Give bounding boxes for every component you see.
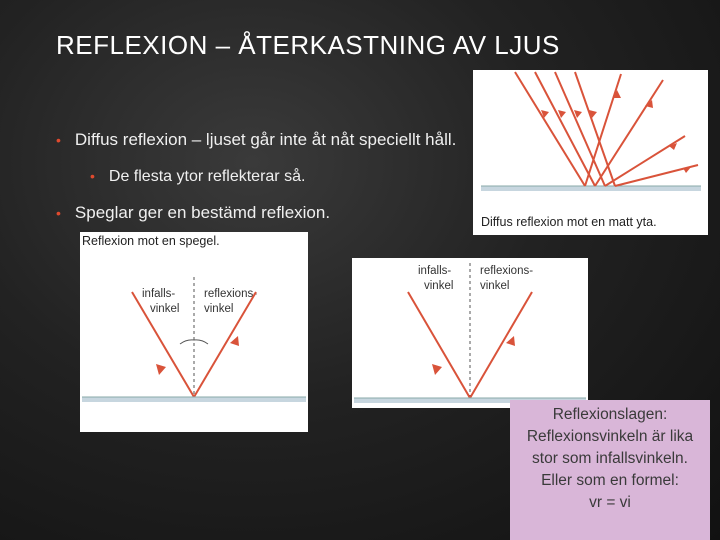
incidence-label-1: infalls- [142, 288, 176, 300]
diffuse-reflection-figure [473, 70, 708, 235]
diffuse-diagram [473, 70, 708, 235]
bullet-mirrors [56, 203, 330, 223]
mirror-reflection-figure-right [352, 258, 588, 408]
bullet-dot-icon: • [90, 168, 95, 184]
law-line-2: Reflexionsvinkeln är lika [526, 428, 694, 445]
bullet-surfaces-text: De flesta ytor reflekterar så. [108, 168, 306, 185]
incidence-label-2: vinkel [424, 280, 454, 292]
bullet-diffuse [56, 130, 456, 150]
reflection-label-2: vinkel [204, 303, 234, 315]
bullet-mirrors-text: Speglar ger en bestämd reflexion. [74, 203, 331, 222]
reflection-label-1: reflexions- [480, 265, 534, 277]
reflection-label-1: reflexions- [204, 288, 258, 300]
mirror-caption: Reflexion mot en spegel. [82, 234, 220, 248]
incident-ray [408, 292, 470, 398]
law-formula: vr = vi [589, 494, 631, 511]
reflection-law-box [510, 400, 710, 540]
law-heading: Reflexionslagen: [552, 406, 668, 423]
incidence-label-1: infalls- [418, 265, 452, 277]
diffuse-caption: Diffus reflexion mot en matt yta. [481, 215, 657, 229]
law-line-3: stor som infallsvinkeln. [532, 450, 688, 467]
incoming-rays [515, 72, 615, 186]
incidence-label-2: vinkel [150, 303, 180, 315]
bullet-diffuse-text: Diffus reflexion – ljuset går inte åt nåt speciellt håll. [74, 130, 457, 149]
mirror-diagram-left [80, 232, 308, 432]
bullet-dot-icon: • [56, 205, 61, 221]
scattered-rays [585, 74, 698, 186]
bullet-surfaces [90, 168, 305, 186]
mirror-reflection-figure-left [80, 232, 308, 432]
mirror-diagram-right [352, 258, 588, 408]
slide-title: REFLEXION – ÅTERKASTNING AV LJUS [56, 30, 560, 60]
reflected-ray [470, 292, 532, 398]
mirror-surface [82, 397, 306, 402]
law-line-4: Eller som en formel: [541, 472, 679, 489]
bullet-dot-icon: • [56, 132, 61, 148]
matt-surface [481, 186, 701, 191]
reflection-label-2: vinkel [480, 280, 510, 292]
